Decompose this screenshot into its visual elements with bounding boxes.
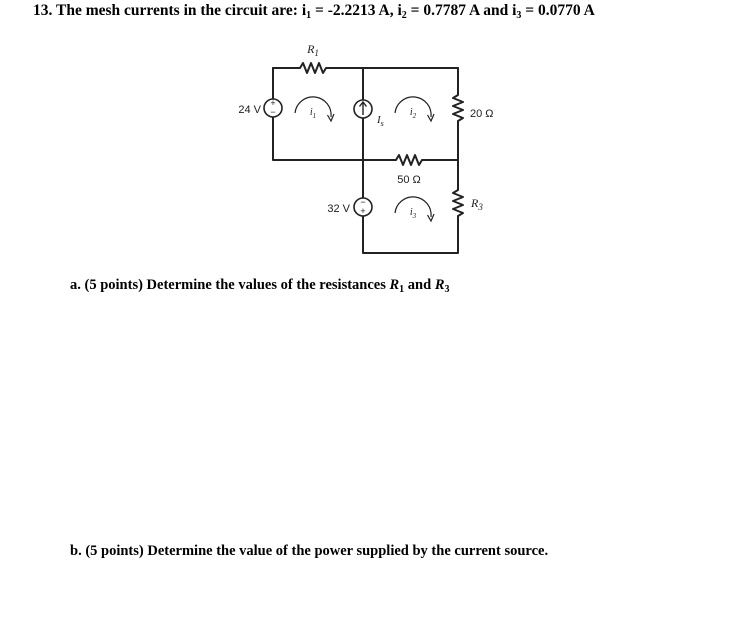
left-wire	[273, 68, 363, 160]
label-32v: 32 V	[327, 203, 350, 215]
question-number: 13.	[33, 2, 53, 19]
label-is: $I_s$	[377, 114, 384, 128]
svg-text:−: −	[270, 107, 276, 117]
label-20-ohm: 20 Ω	[470, 108, 494, 120]
current-i1: i1 = -2.2213 A,	[301, 2, 394, 21]
label-24v: 24 V	[238, 104, 261, 116]
bottom-wire	[363, 216, 458, 253]
top-wire	[273, 63, 458, 73]
part-a-question: a. (5 points) Determine the values of the resistances $R_1$ and $R_3$	[70, 277, 450, 295]
question-header	[33, 2, 595, 20]
label-r1: $R_1$	[307, 42, 319, 58]
svg-text:+: +	[360, 206, 366, 216]
svg-text:+: +	[270, 98, 276, 108]
resistor-50	[363, 155, 458, 165]
label-r3: $R_3$	[471, 196, 483, 212]
current-i3: i3 = 0.0770 A	[512, 2, 595, 21]
circuit-diagram	[215, 35, 494, 260]
label-i2: $i_2$	[409, 107, 417, 120]
current-i2: i2 = 0.7787 A	[397, 2, 480, 21]
label-50-ohm: 50 Ω	[397, 174, 421, 186]
label-i3: $i_3$	[409, 207, 417, 220]
conjunction: and	[483, 2, 509, 19]
label-i1: $i_1$	[309, 107, 317, 120]
question-intro: The mesh currents in the circuit are:	[55, 2, 298, 19]
svg-text:−: −	[360, 197, 366, 207]
part-b-question: b. (5 points) Determine the value of the power supplied by the current source.	[70, 543, 549, 559]
